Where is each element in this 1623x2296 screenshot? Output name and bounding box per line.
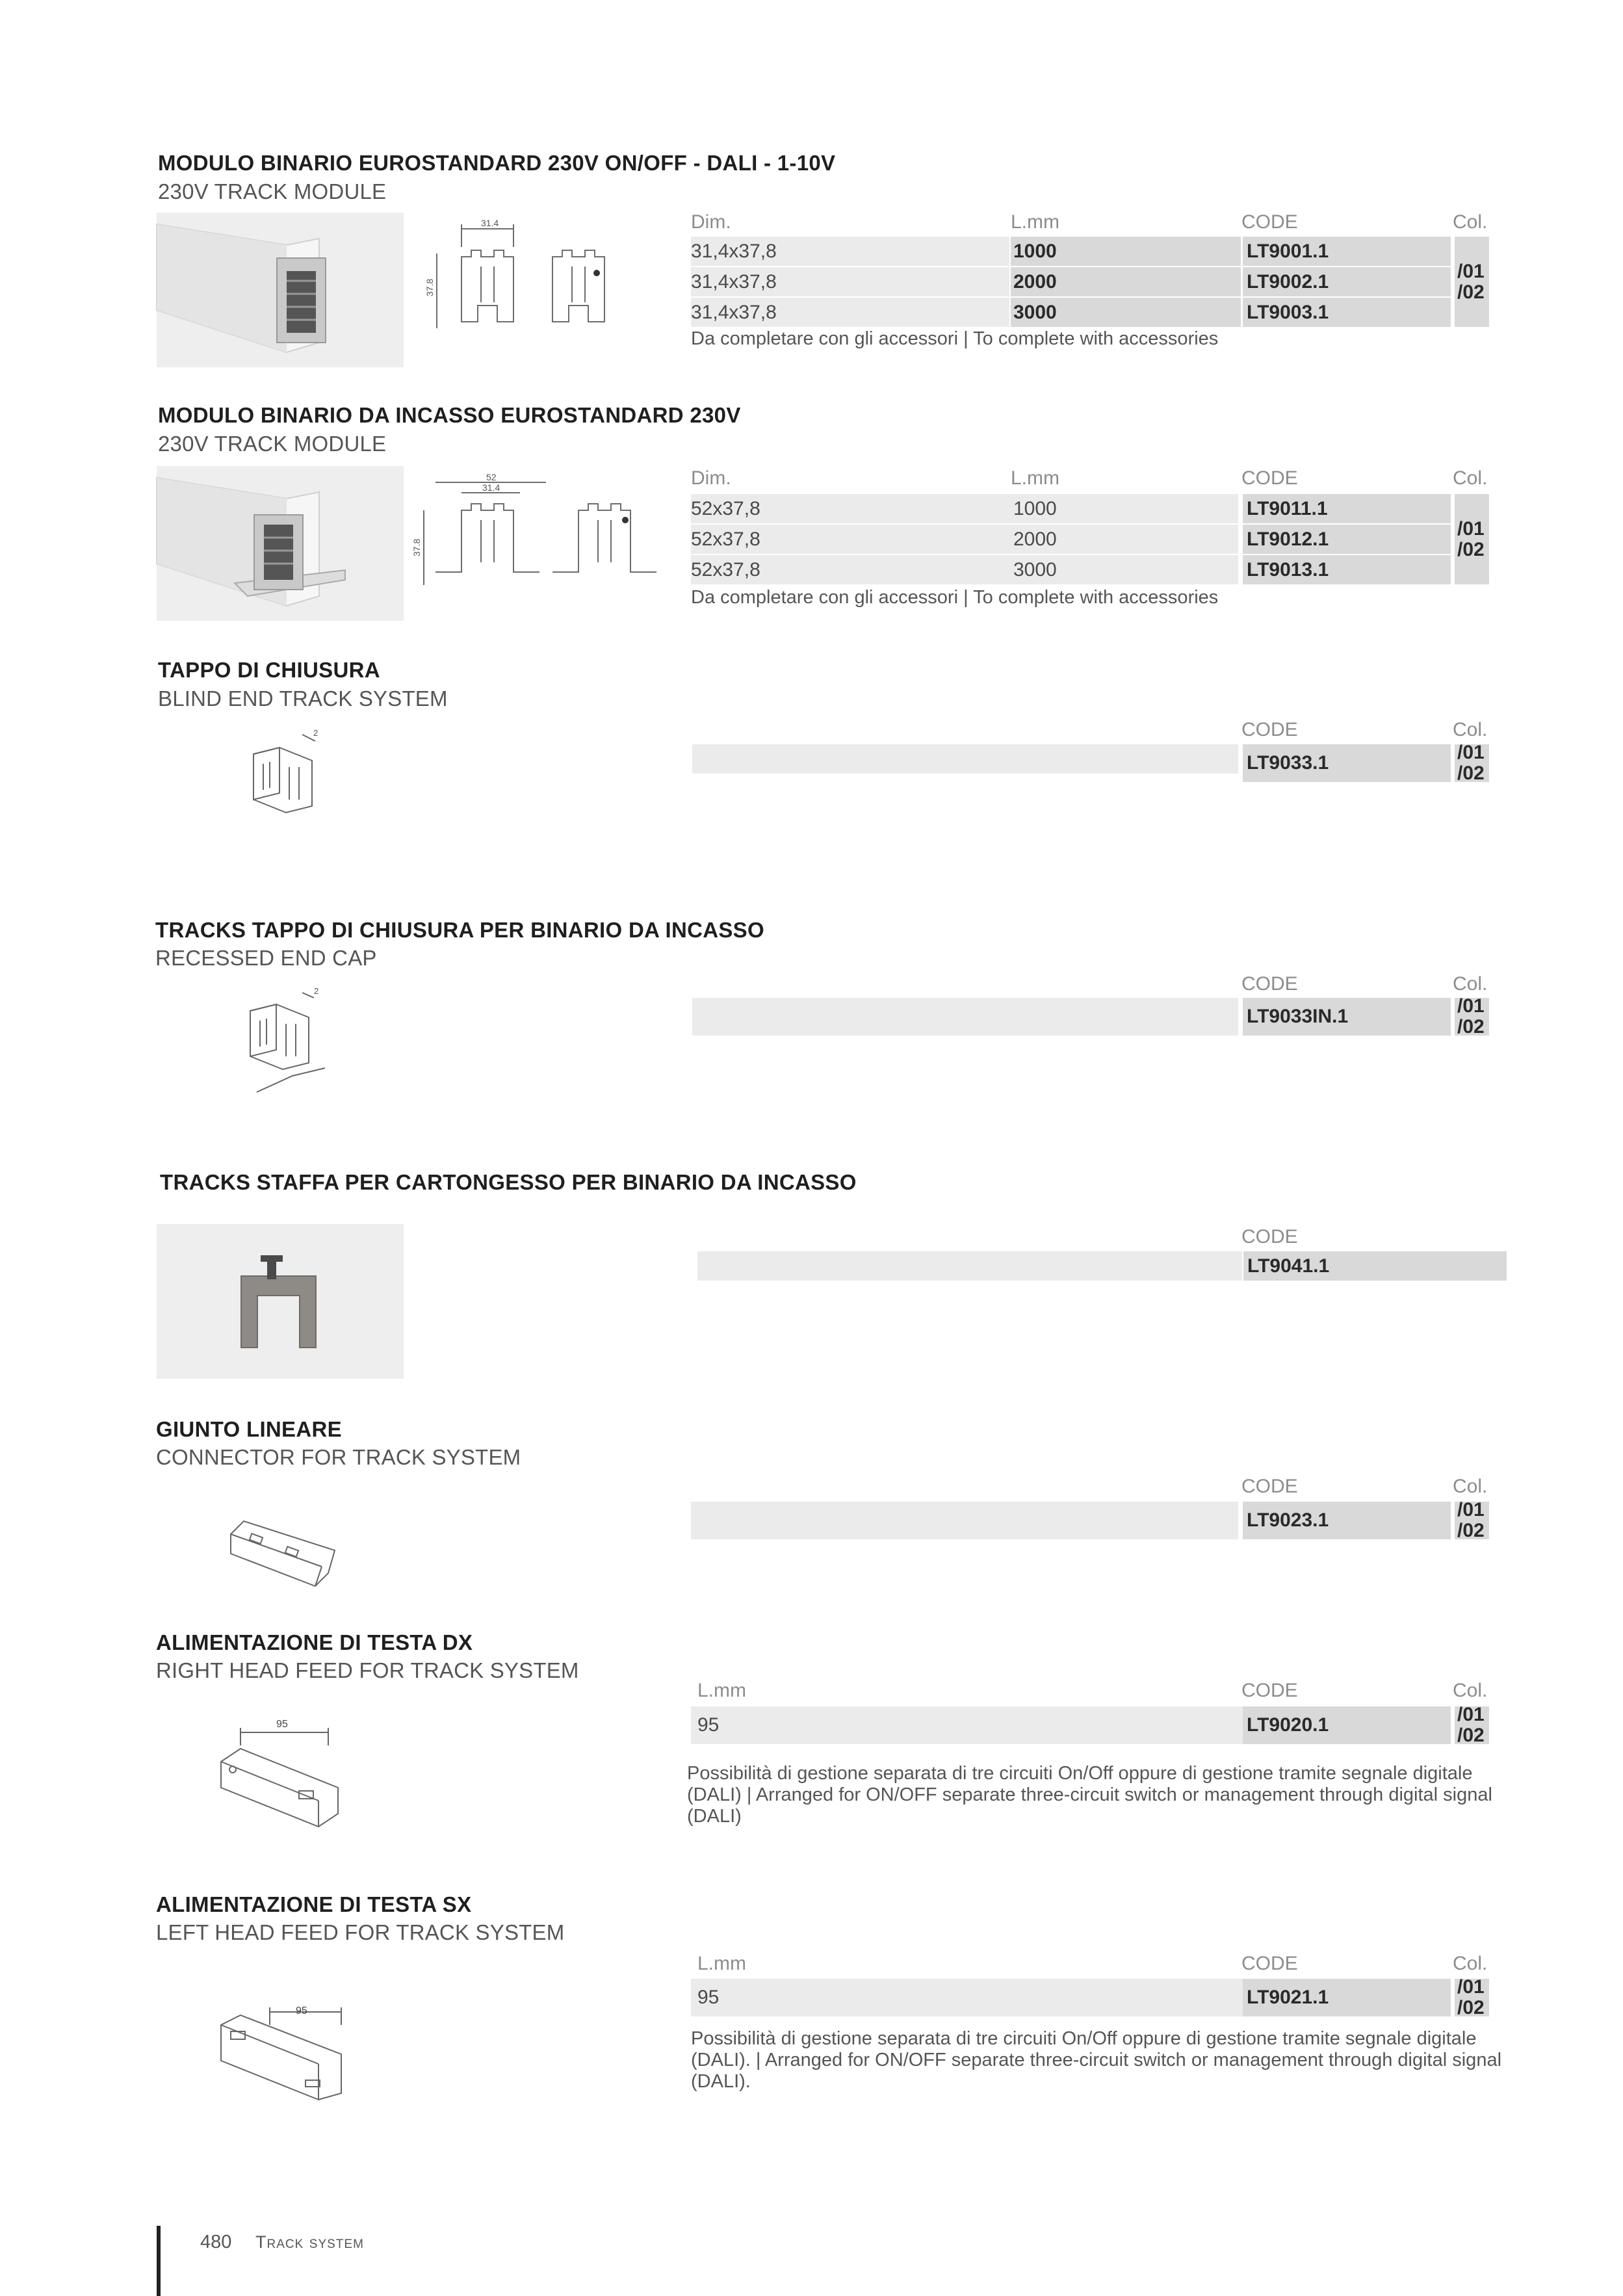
code-cell: LT9011.1 bbox=[1243, 494, 1451, 523]
header-lmm: L.mm bbox=[1011, 467, 1059, 489]
section-title: ALIMENTAZIONE DI TESTA SX bbox=[156, 1892, 472, 1916]
code-cell: LT9001.1 bbox=[1243, 237, 1451, 266]
header-dim: Dim. bbox=[691, 467, 731, 489]
code-cell: LT9023.1 bbox=[1243, 1502, 1451, 1539]
dim-cell: 31,4x37,8 bbox=[691, 267, 1009, 296]
row-fill bbox=[691, 1502, 1238, 1539]
header-code: CODE bbox=[1241, 1476, 1298, 1497]
section-title: TRACKS TAPPO DI CHIUSURA PER BINARIO DA INCASSO bbox=[155, 918, 764, 942]
length-cell: 1000 bbox=[1013, 498, 1057, 519]
section-subtitle: CONNECTOR FOR TRACK SYSTEM bbox=[156, 1445, 521, 1469]
dim-cell: 52x37,8 bbox=[691, 555, 1238, 584]
section-subtitle: RIGHT HEAD FEED FOR TRACK SYSTEM bbox=[156, 1658, 579, 1682]
length-cell: 1000 bbox=[1011, 237, 1241, 266]
dim-cell: 52x37,8 bbox=[691, 525, 1238, 554]
row-fill bbox=[697, 1251, 1242, 1281]
section-title: MODULO BINARIO DA INCASSO EUROSTANDARD 230V bbox=[158, 403, 741, 427]
header-code: CODE bbox=[1241, 1953, 1298, 1974]
length-cell: 95 bbox=[691, 1706, 1245, 1744]
table-row bbox=[691, 237, 1451, 266]
section-title: GIUNTO LINEARE bbox=[156, 1417, 342, 1441]
bracket-photo bbox=[157, 1224, 404, 1379]
color-01: /01 bbox=[1457, 260, 1485, 282]
dim-cell: 31,4x37,8 bbox=[691, 298, 1009, 327]
table-row bbox=[691, 525, 1451, 554]
length-cell: 3000 bbox=[1013, 559, 1057, 581]
color-options bbox=[1455, 237, 1489, 327]
length-cell: 2000 bbox=[1013, 528, 1057, 550]
outer-width-dim-label: 52 bbox=[486, 472, 497, 482]
track-module-photo-icon bbox=[157, 213, 404, 367]
dim-label: 2 bbox=[314, 986, 319, 996]
header-col: Col. bbox=[1453, 973, 1488, 995]
table-row bbox=[691, 267, 1451, 296]
color-01: /01 bbox=[1457, 1499, 1485, 1520]
header-lmm: L.mm bbox=[697, 1680, 746, 1701]
code-cell: LT9021.1 bbox=[1243, 1979, 1451, 2016]
table-row bbox=[691, 298, 1451, 327]
code-cell: LT9003.1 bbox=[1243, 298, 1451, 327]
color-02: /02 bbox=[1457, 1725, 1485, 1746]
header-code: CODE bbox=[1241, 1680, 1298, 1701]
table-row bbox=[691, 555, 1451, 584]
section-title: MODULO BINARIO EUROSTANDARD 230V ON/OFF - DALI - 1-10V bbox=[158, 151, 836, 175]
recessed-section-drawing bbox=[411, 472, 656, 592]
color-02: /02 bbox=[1457, 1016, 1485, 1037]
color-options bbox=[1455, 744, 1489, 782]
note: Da completare con gli accessori | To complete with accessories bbox=[691, 328, 1219, 349]
header-col: Col. bbox=[1453, 467, 1488, 489]
note: Possibilità di gestione separata di tre circuiti On/Off oppure di gestione tramite segnale digitale (DALI) | Arranged for ON/OFF separate three-circuit switch or management through digital signal (DALI) bbox=[687, 1763, 1492, 1827]
header-dim: Dim. bbox=[691, 211, 731, 233]
header-code: CODE bbox=[1241, 719, 1298, 740]
header-col: Col. bbox=[1453, 1476, 1488, 1497]
color-02: /02 bbox=[1457, 1520, 1485, 1541]
section-title: TAPPO DI CHIUSURA bbox=[158, 658, 380, 682]
section-subtitle: LEFT HEAD FEED FOR TRACK SYSTEM bbox=[156, 1920, 565, 1944]
table-row bbox=[692, 744, 1451, 774]
section-title: TRACKS STAFFA PER CARTONGESSO PER BINARIO DA INCASSO bbox=[160, 1170, 857, 1194]
table-row bbox=[691, 1706, 1451, 1736]
code-cell: LT9020.1 bbox=[1243, 1706, 1451, 1744]
color-02: /02 bbox=[1457, 538, 1485, 560]
color-01: /01 bbox=[1457, 1976, 1485, 1998]
length-cell: 2000 bbox=[1011, 267, 1241, 296]
linear-connector-drawing bbox=[224, 1515, 341, 1599]
color-01: /01 bbox=[1457, 1704, 1485, 1725]
color-02: /02 bbox=[1457, 763, 1485, 784]
table-row bbox=[691, 1979, 1451, 2008]
header-code: CODE bbox=[1241, 973, 1298, 995]
color-options bbox=[1455, 1976, 1489, 2018]
drywall-bracket-photo-icon bbox=[157, 1224, 404, 1379]
color-01: /01 bbox=[1457, 742, 1485, 763]
section-subtitle: RECESSED END CAP bbox=[155, 946, 377, 970]
table-row bbox=[697, 1251, 1507, 1281]
code-cell: LT9033.1 bbox=[1243, 744, 1451, 782]
header-col: Col. bbox=[1453, 719, 1488, 740]
color-01: /01 bbox=[1457, 517, 1485, 540]
page-number: 480 bbox=[200, 2232, 232, 2252]
header-col: Col. bbox=[1453, 1680, 1488, 1701]
length-cell: 95 bbox=[691, 1979, 1245, 2016]
section-subtitle: 230V TRACK MODULE bbox=[158, 432, 387, 456]
header-lmm: L.mm bbox=[697, 1953, 746, 1974]
color-01: /01 bbox=[1457, 995, 1485, 1017]
table-row bbox=[692, 998, 1451, 1027]
dim-label: 95 bbox=[276, 1719, 288, 1730]
row-fill bbox=[692, 998, 1238, 1036]
color-options bbox=[1455, 1499, 1489, 1541]
color-options bbox=[1455, 1706, 1489, 1744]
code-cell: LT9002.1 bbox=[1243, 267, 1451, 296]
section-subtitle: BLIND END TRACK SYSTEM bbox=[158, 686, 448, 711]
track-section-drawing bbox=[424, 218, 650, 332]
recessed-track-photo-icon bbox=[157, 466, 404, 621]
right-head-feed-drawing bbox=[214, 1716, 357, 1833]
width-dim-label: 31.4 bbox=[481, 218, 499, 228]
section-subtitle: 230V TRACK MODULE bbox=[158, 179, 387, 203]
section-name: Track system bbox=[255, 2232, 364, 2252]
code-cell: LT9041.1 bbox=[1243, 1251, 1507, 1281]
header-code: CODE bbox=[1241, 467, 1298, 489]
note: Possibilità di gestione separata di tre circuiti On/Off oppure di gestione tramite segnale digitale (DALI). | Arranged for ON/OFF separate three-circuit switch or management through digital signal (DALI). bbox=[691, 2028, 1502, 2092]
code-cell: LT9013.1 bbox=[1243, 555, 1451, 584]
blind-end-cap-drawing bbox=[240, 728, 331, 826]
dim-label: 2 bbox=[313, 728, 318, 738]
header-col: Col. bbox=[1453, 1953, 1488, 1974]
recessed-track-photo bbox=[157, 466, 404, 621]
section-title: ALIMENTAZIONE DI TESTA DX bbox=[156, 1630, 473, 1654]
track-photo bbox=[157, 213, 404, 367]
length-cell: 3000 bbox=[1011, 298, 1241, 327]
table-row bbox=[691, 494, 1451, 523]
height-dim-label: 37.8 bbox=[424, 278, 435, 296]
color-02: /02 bbox=[1457, 1997, 1485, 2018]
header-code: CODE bbox=[1241, 211, 1298, 233]
header-code: CODE bbox=[1241, 1226, 1298, 1247]
height-dim-label: 37.8 bbox=[411, 538, 422, 556]
code-cell: LT9033IN.1 bbox=[1243, 998, 1451, 1036]
row-fill bbox=[692, 744, 1238, 774]
color-options bbox=[1455, 995, 1489, 1037]
header-col: Col. bbox=[1453, 211, 1488, 233]
dim-cell: 52x37,8 bbox=[691, 494, 1238, 523]
table-row bbox=[691, 1502, 1451, 1531]
footer-bar bbox=[157, 2226, 161, 2296]
dim-cell: 31,4x37,8 bbox=[691, 237, 1009, 266]
left-head-feed-drawing bbox=[214, 1989, 357, 2106]
color-02: /02 bbox=[1457, 281, 1485, 303]
recessed-end-cap-drawing bbox=[237, 985, 335, 1095]
dim-label: 95 bbox=[296, 2005, 307, 2016]
width-dim-label: 31.4 bbox=[482, 482, 500, 493]
code-cell: LT9012.1 bbox=[1243, 525, 1451, 554]
color-options bbox=[1455, 494, 1489, 584]
header-lmm: L.mm bbox=[1011, 211, 1059, 233]
note: Da completare con gli accessori | To complete with accessories bbox=[691, 587, 1219, 608]
